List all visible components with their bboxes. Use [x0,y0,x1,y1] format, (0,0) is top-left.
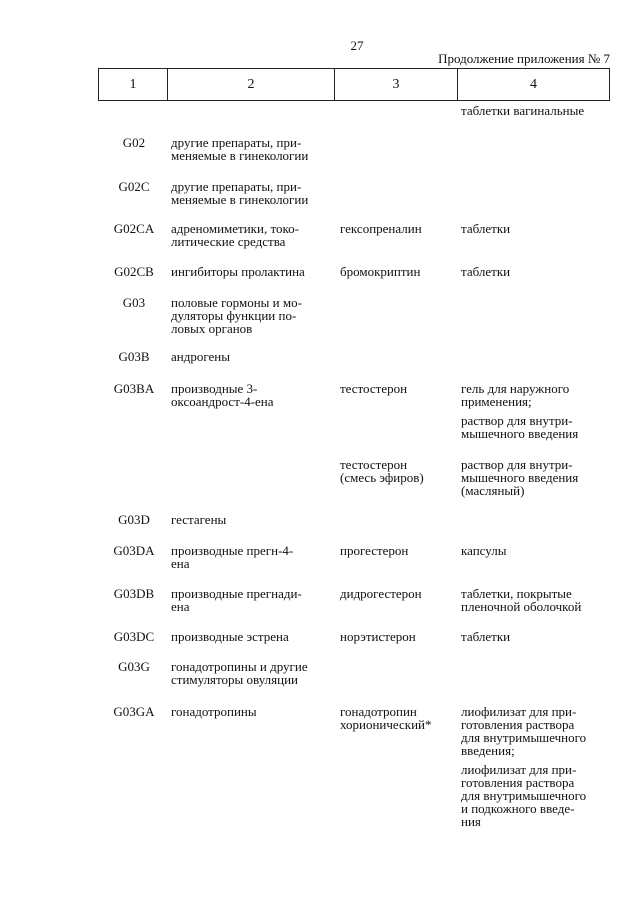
dosage-forms [461,458,621,497]
drug-name: тестостерон (смесь эфиров) [340,457,424,485]
dosage-form: таблетки [461,264,511,279]
dosage-form: лиофилизат для при- готовления раствора для внутримышечного и подкожного введе- ния [461,762,587,829]
drug-name: дидрогестерон [340,586,422,601]
atc-code: G02C [118,179,150,194]
atc-code: G03DA [113,543,155,558]
dosage-form: таблетки [461,221,511,236]
atc-code: G02CA [113,221,155,236]
dosage-form: лиофилизат для при- готовления раствора для внутримышечного введения; [461,704,587,758]
drug-name: прогестерон [340,543,409,558]
anatomical-therapeutic-group: гонадотропины и другие стимуляторы овуляции [171,659,308,687]
atc-code: G03DB [113,586,155,601]
anatomical-therapeutic-group: производные прегнади- ена [171,586,302,614]
drug-name: гонадотропин хорионический* [340,704,432,732]
dosage-forms [461,544,621,557]
dosage-form: раствор для внутри- мышечного введения (масляный) [461,457,579,498]
dosage-form: таблетки, покрытые пленочной оболочкой [461,586,582,614]
anatomical-therapeutic-group: андрогены [171,349,230,364]
column-header-row [99,69,610,101]
column-header-1: 1 [99,69,168,101]
atc-code: G02 [122,135,146,150]
appendix-note: Продолжение приложения № 7 [438,51,610,66]
drug-name: норэтистерон [340,629,416,644]
anatomical-therapeutic-group: производные эстрена [171,629,289,644]
dosage-forms [461,382,621,440]
dosage-form: гель для наружного применения; [461,381,570,409]
dosage-form: таблетки [461,629,511,644]
atc-code: G03B [118,349,150,364]
column-header-2: 2 [168,69,335,101]
dosage-forms [461,630,621,643]
column-header-4: 4 [458,69,610,101]
dosage-forms [461,705,621,828]
atc-code: G02CB [114,264,154,279]
anatomical-therapeutic-group: другие препараты, при- меняемые в гинекологии [171,135,309,163]
atc-code: G03 [122,295,146,310]
dosage-form: капсулы [461,543,507,558]
atc-code: G03DC [113,629,155,644]
dosage-forms [461,587,621,613]
column-header-table [98,68,610,101]
anatomical-therapeutic-group: производные 3- оксоандрост-4-ена [171,381,274,409]
atc-code: G03BA [113,381,155,396]
dosage-form: таблетки вагинальные [461,103,585,118]
page-number: 27 [350,38,364,53]
dosage-forms [461,104,621,117]
dosage-forms [461,265,621,278]
column-header-3: 3 [335,69,458,101]
anatomical-therapeutic-group: ингибиторы пролактина [171,264,305,279]
anatomical-therapeutic-group: другие препараты, при- меняемые в гинекологии [171,179,309,207]
anatomical-therapeutic-group: адреномиметики, токо- литические средства [171,221,299,249]
anatomical-therapeutic-group: производные прегн-4- ена [171,543,294,571]
drug-name: тестостерон [340,381,408,396]
anatomical-therapeutic-group: половые гормоны и мо- дуляторы функции по- ловых органов [171,295,302,336]
anatomical-therapeutic-group: гонадотропины [171,704,257,719]
atc-code: G03GA [113,704,155,719]
dosage-forms [461,222,621,235]
drug-name: гексопреналин [340,221,422,236]
anatomical-therapeutic-group: гестагены [171,512,227,527]
atc-code: G03G [118,659,150,674]
drug-name: бромокриптин [340,264,421,279]
atc-code: G03D [118,512,150,527]
dosage-form: раствор для внутри- мышечного введения [461,413,579,441]
